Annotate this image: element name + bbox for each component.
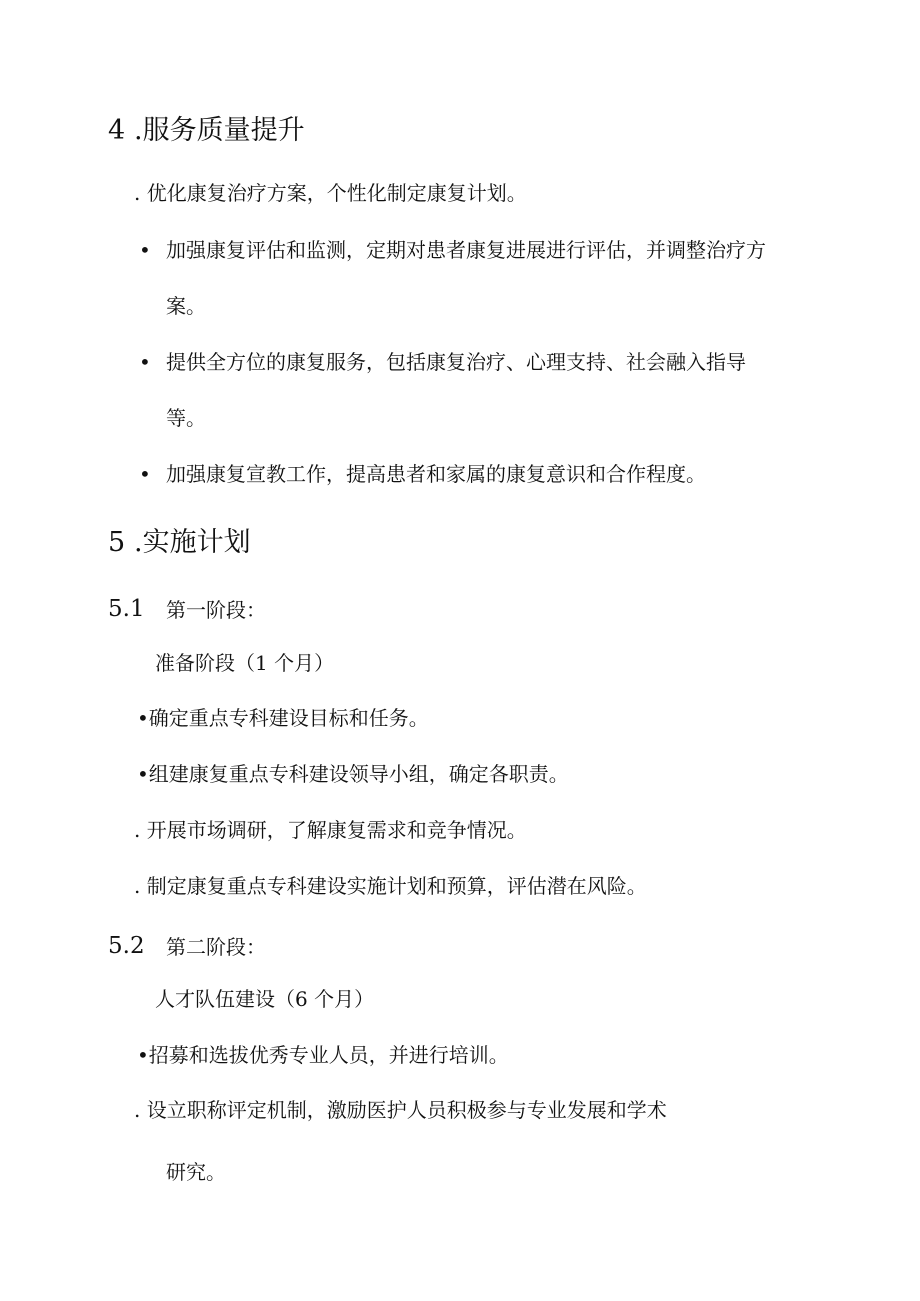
section-4-intro: . 优化康复治疗方案，个性化制定康复计划。	[134, 181, 527, 205]
bullet-1-line-2: 案。	[166, 294, 206, 318]
bullet-marker-3: •	[139, 462, 151, 486]
bullet-1-line-1: 加强康复评估和监测，定期对患者康复进展进行评估，并调整治疗方	[166, 238, 766, 262]
section-4-number: 4	[108, 115, 126, 146]
bullet-3-line-1: 加强康复宣教工作，提高患者和家属的康复意识和合作程度。	[166, 462, 706, 486]
subsection-5-2-number: 5.2	[108, 933, 145, 959]
subsection-5-1-item-2: •组建康复重点专科建设领导小组，确定各职责。	[137, 762, 569, 786]
subsection-5-2-continuation: 研究。	[166, 1160, 226, 1184]
subsection-5-2-phase: 人才队伍建设（6 个月）	[155, 987, 375, 1011]
bullet-2-line-2: 等。	[166, 406, 206, 430]
subsection-5-2-item-2: . 设立职称评定机制，激励医护人员积极参与专业发展和学术	[134, 1098, 667, 1122]
subsection-5-1-item-1: •确定重点专科建设目标和任务。	[137, 706, 429, 730]
subsection-5-1-title: 第一阶段：	[166, 598, 266, 622]
subsection-5-1-number: 5.1	[108, 596, 145, 622]
section-4-title: .服务质量提升	[134, 115, 305, 146]
subsection-5-2-title: 第二阶段：	[166, 935, 266, 959]
bullet-marker-1: •	[139, 238, 151, 262]
section-5-title: .实施计划	[134, 527, 251, 558]
section-5-number: 5	[108, 527, 126, 558]
subsection-5-1-item-4: . 制定康复重点专科建设实施计划和预算，评估潜在风险。	[134, 874, 647, 898]
bullet-2-line-1: 提供全方位的康复服务，包括康复治疗、心理支持、社会融入指导	[166, 350, 746, 374]
subsection-5-1-phase: 准备阶段（1 个月）	[155, 651, 335, 675]
subsection-5-2-item-1: •招募和选拔优秀专业人员，并进行培训。	[137, 1043, 509, 1067]
subsection-5-1-item-3: . 开展市场调研，了解康复需求和竞争情况。	[134, 818, 527, 842]
bullet-marker-2: •	[139, 350, 151, 374]
